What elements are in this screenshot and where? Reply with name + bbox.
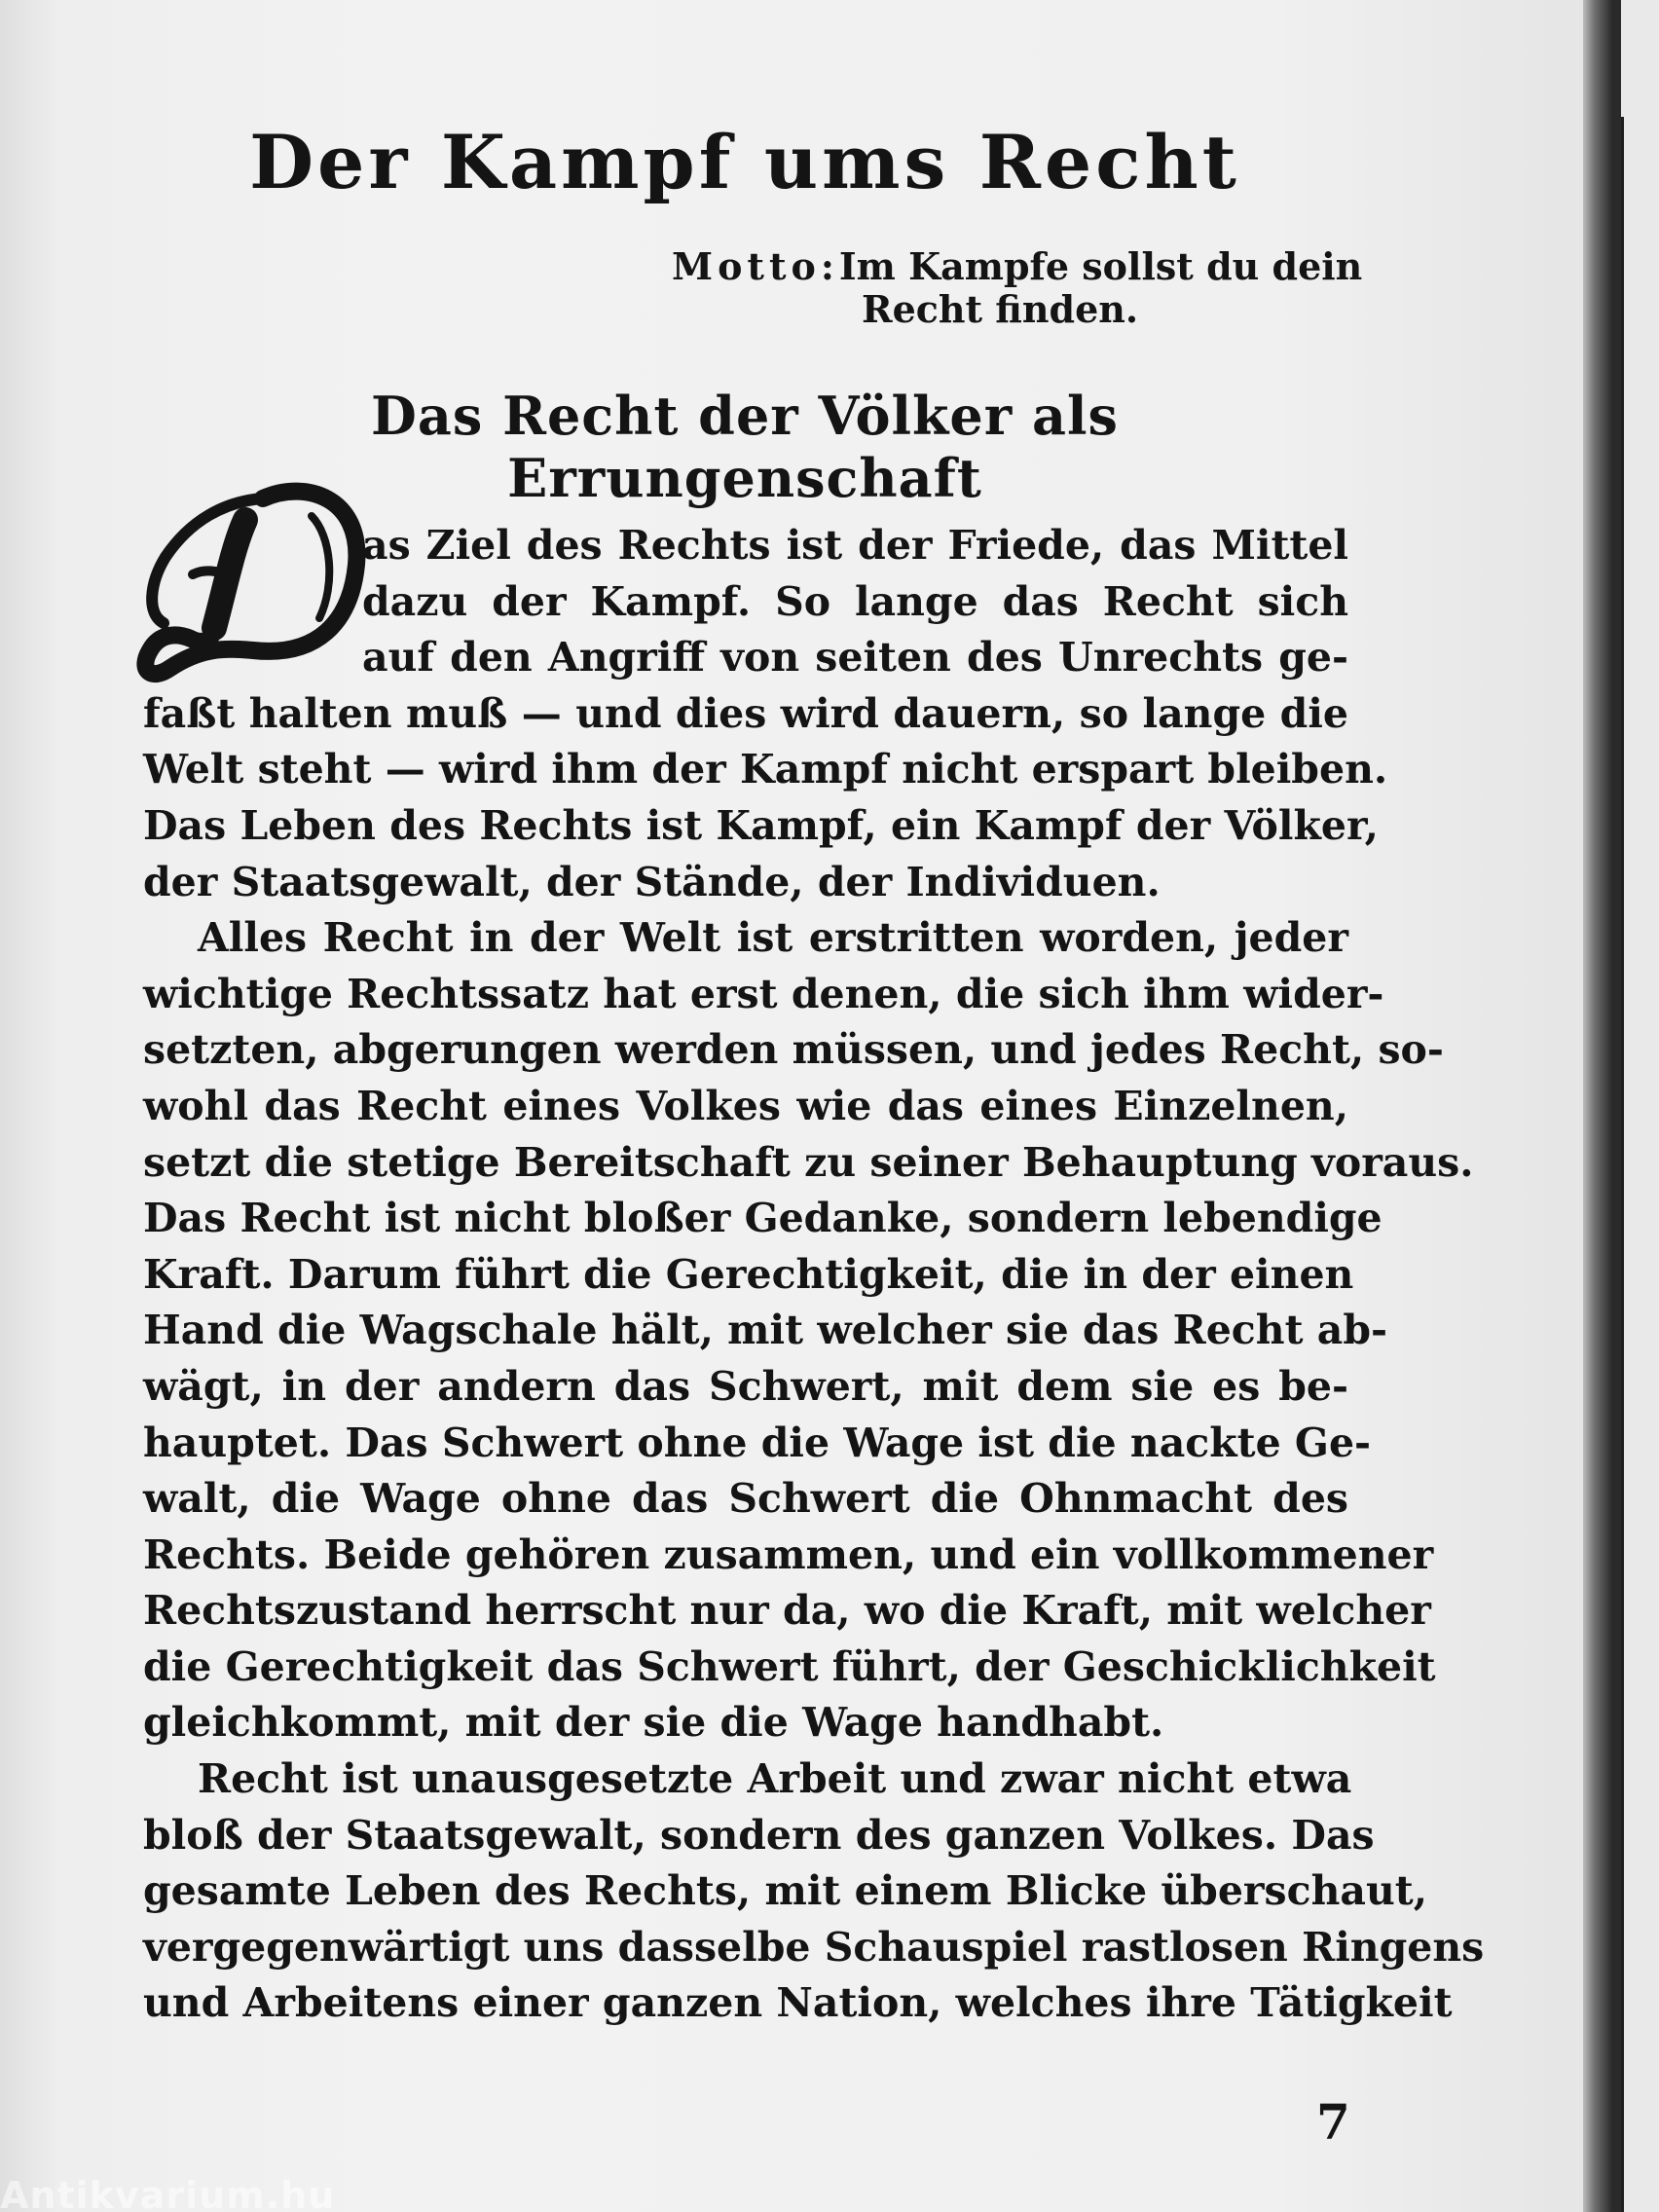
text-line: vergegenwärtigt uns dasselbe Schauspiel rastlosen Ringens (143, 1923, 1485, 1971)
text-line: Rechts. Beide gehören zusammen, und ein vollkommener (143, 1530, 1434, 1578)
page-edge-shadow (1583, 0, 1621, 2212)
text-line: hauptet. Das Schwert ohne die Wage ist die nackte Ge- (143, 1419, 1372, 1466)
text-line: der Staatsgewalt, der Stände, der Individuen. (143, 858, 1161, 905)
watermark: Antikvarium.hu (0, 2179, 336, 2212)
text-line: Hand die Wagschale hält, mit welcher sie das Recht ab- (143, 1307, 1388, 1354)
text-line: Rechtszustand herrscht nur da, wo die Kraft, mit welcher (143, 1587, 1431, 1635)
motto-line-1: Im Kampfe sollst du dein (838, 244, 1363, 288)
text-line: Das Recht ist nicht bloßer Gedanke, sondern lebendige (143, 1195, 1382, 1242)
text-line: Kraft. Darum führt die Gerechtigkeit, die in der einen (143, 1250, 1354, 1298)
text-line: Welt steht — wird ihm der Kampf nicht erspart bleiben. (143, 746, 1388, 793)
text-line: wägt, in der andern das Schwert, mit dem sie es be- (143, 1362, 1348, 1410)
motto (672, 244, 1363, 331)
chapter-title: Der Kampf ums Recht (249, 119, 1240, 205)
text-line: setzten, abgerungen werden müssen, und jedes Recht, so- (143, 1026, 1444, 1074)
text-line: gesamte Leben des Rechts, mit einem Blicke überschaut, (143, 1867, 1427, 1915)
motto-label: Motto: (672, 244, 839, 288)
body-text (143, 518, 1485, 2032)
text-line: und Arbeitens einer ganzen Nation, welches ihre Tätigkeit (143, 1979, 1453, 2027)
text-line: Das Leben des Rechts ist Kampf, ein Kampf der Völker, (143, 801, 1379, 849)
text-line: Recht ist unausgesetzte Arbeit und zwar nicht etwa (198, 1755, 1352, 1803)
text-line: walt, die Wage ohne das Schwert die Ohnmacht des (143, 1475, 1348, 1523)
section-heading: Das Recht der Völker als Errungenschaft (371, 385, 1119, 509)
page-number: 7 (1316, 2093, 1350, 2151)
dropcap-letter: D (311, 623, 313, 624)
text-line: auf den Angriff von seiten des Unrechts ge- (362, 634, 1348, 682)
text-line: gleichkommt, mit der sie die Wage handhabt. (143, 1699, 1164, 1747)
text-line: Alles Recht in der Welt ist erstritten worden, jeder (198, 914, 1348, 962)
text-line: wichtige Rechtssatz hat erst denen, die sich ihm wider- (143, 970, 1384, 1017)
text-line: bloß der Staatsgewalt, sondern des ganzen Volkes. Das (143, 1811, 1375, 1859)
text-line: dazu der Kampf. So lange das Recht sich (362, 577, 1348, 625)
text-line: die Gerechtigkeit das Schwert führt, der Geschicklichkeit (143, 1642, 1436, 1690)
text-line: as Ziel des Rechts ist der Friede, das Mittel (362, 522, 1348, 569)
text-line: wohl das Recht eines Volkes wie das eines Einzelnen, (143, 1082, 1348, 1129)
motto-line-2: Recht finden. (862, 287, 1139, 331)
text-line: faßt halten muß — und dies wird dauern, so lange die (143, 689, 1348, 737)
page-edge-line (1621, 117, 1624, 2212)
text-line: setzt die stetige Bereitschaft zu seiner Behauptung voraus. (143, 1138, 1474, 1186)
